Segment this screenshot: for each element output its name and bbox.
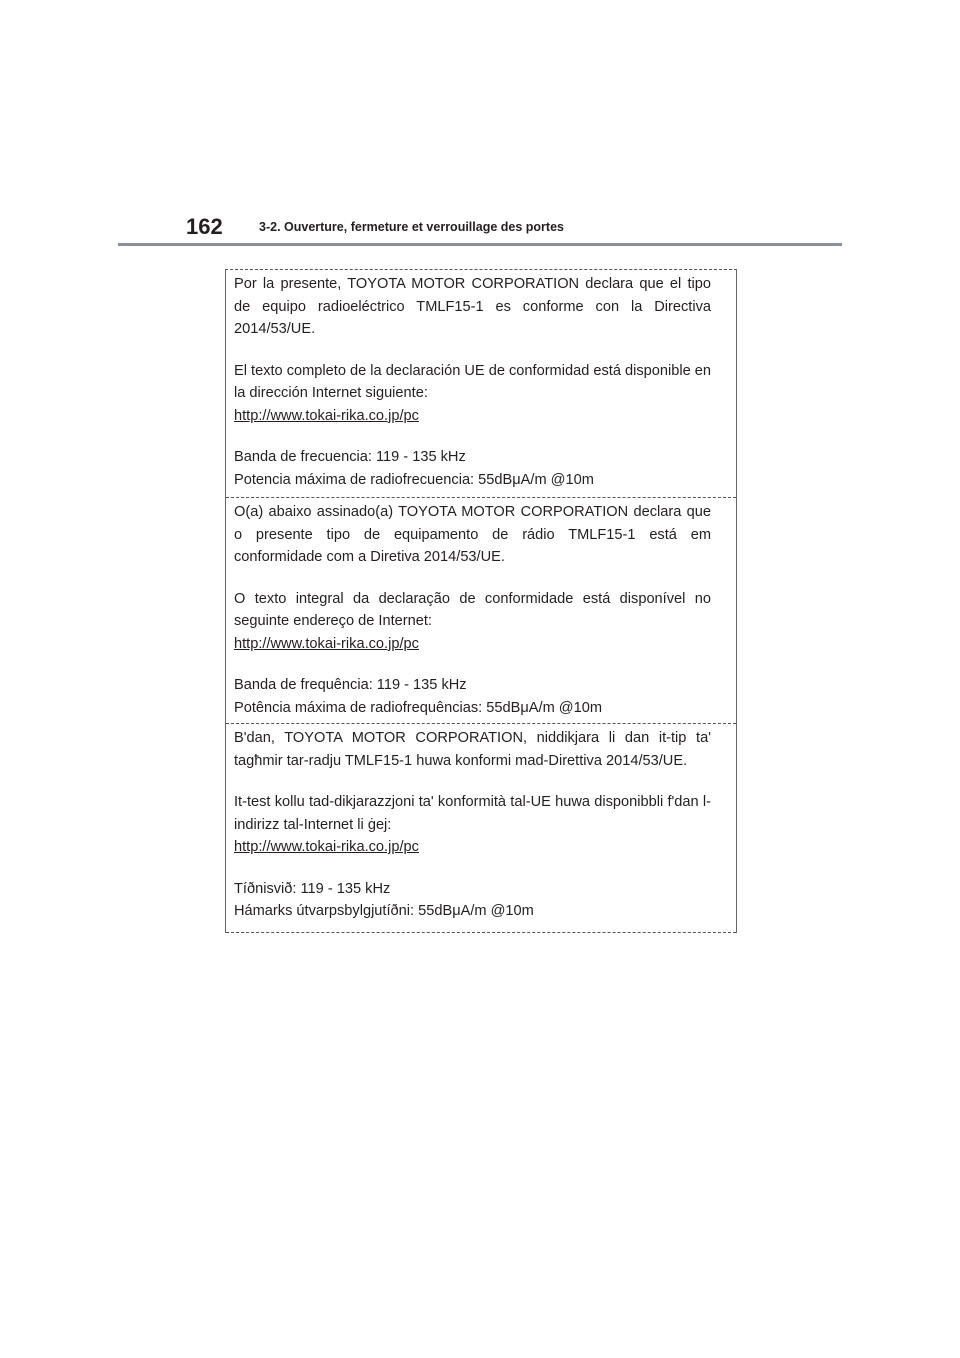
radio-specs bbox=[234, 674, 711, 719]
radio-specs bbox=[234, 878, 711, 923]
declaration-link[interactable]: http://www.tokai-rika.co.jp/pc bbox=[234, 839, 419, 855]
header-divider bbox=[118, 243, 842, 246]
declaration-availability bbox=[234, 791, 711, 859]
max-power: Potencia máxima de radiofrecuencia: 55dBμA/m @10m bbox=[234, 471, 594, 488]
declaration-box bbox=[225, 269, 737, 933]
declaration-statement: Por la presente, TOYOTA MOTOR CORPORATION declara que el tipo de equipo radioeléctrico TMLF15-1 es conforme con la Directiva 2014/53/UE. bbox=[234, 276, 711, 337]
max-power: Potência máxima de radiofrequências: 55dBμA/m @10m bbox=[234, 699, 602, 716]
declaration-link[interactable]: http://www.tokai-rika.co.jp/pc bbox=[234, 635, 419, 652]
frequency-band: Banda de frequência: 119 - 135 kHz bbox=[234, 677, 467, 693]
declaration-availability bbox=[234, 360, 711, 428]
frequency-band: Tíðnisvið: 119 - 135 kHz bbox=[234, 880, 391, 897]
frequency-band: Banda de frecuencia: 119 - 135 kHz bbox=[234, 449, 466, 465]
page-number: 162 bbox=[186, 214, 223, 239]
declaration-statement: O(a) abaixo assinado(a) TOYOTA MOTOR CORPORATION declara que o presente tipo de equipamento de rádio TMLF15-1 está em conformidade com a Diretiva 2014/53/UE. bbox=[234, 504, 711, 565]
declaration-block-maltese bbox=[226, 724, 736, 933]
radio-specs bbox=[234, 446, 711, 491]
declaration-block-spanish bbox=[226, 270, 736, 498]
declaration-availability bbox=[234, 588, 711, 656]
availability-text: El texto completo de la declaración UE de conformidad está disponible en la dirección Internet siguiente: bbox=[234, 362, 712, 401]
availability-text: It-test kollu tad-dikjarazzjoni ta' konformità tal-UE huwa disponibbli f'dan l-indirizz tal-Internet li ġej: bbox=[234, 794, 711, 833]
availability-text: O texto integral da declaração de conformidade está disponível no seguinte endereço de Internet: bbox=[234, 590, 711, 629]
declaration-link[interactable]: http://www.tokai-rika.co.jp/pc bbox=[234, 407, 419, 424]
declaration-block-portuguese bbox=[226, 498, 736, 724]
section-title: 3-2. Ouverture, fermeture et verrouillage des portes bbox=[259, 220, 564, 234]
max-power: Hámarks útvarpsbylgjutíðni: 55dBμA/m @10m bbox=[234, 903, 534, 919]
declaration-statement: B'dan, TOYOTA MOTOR CORPORATION, niddikjara li dan it-tip ta' tagħmir tar-radju TMLF15-1 huwa konformi mad-Direttiva 2014/53/UE. bbox=[234, 730, 711, 769]
